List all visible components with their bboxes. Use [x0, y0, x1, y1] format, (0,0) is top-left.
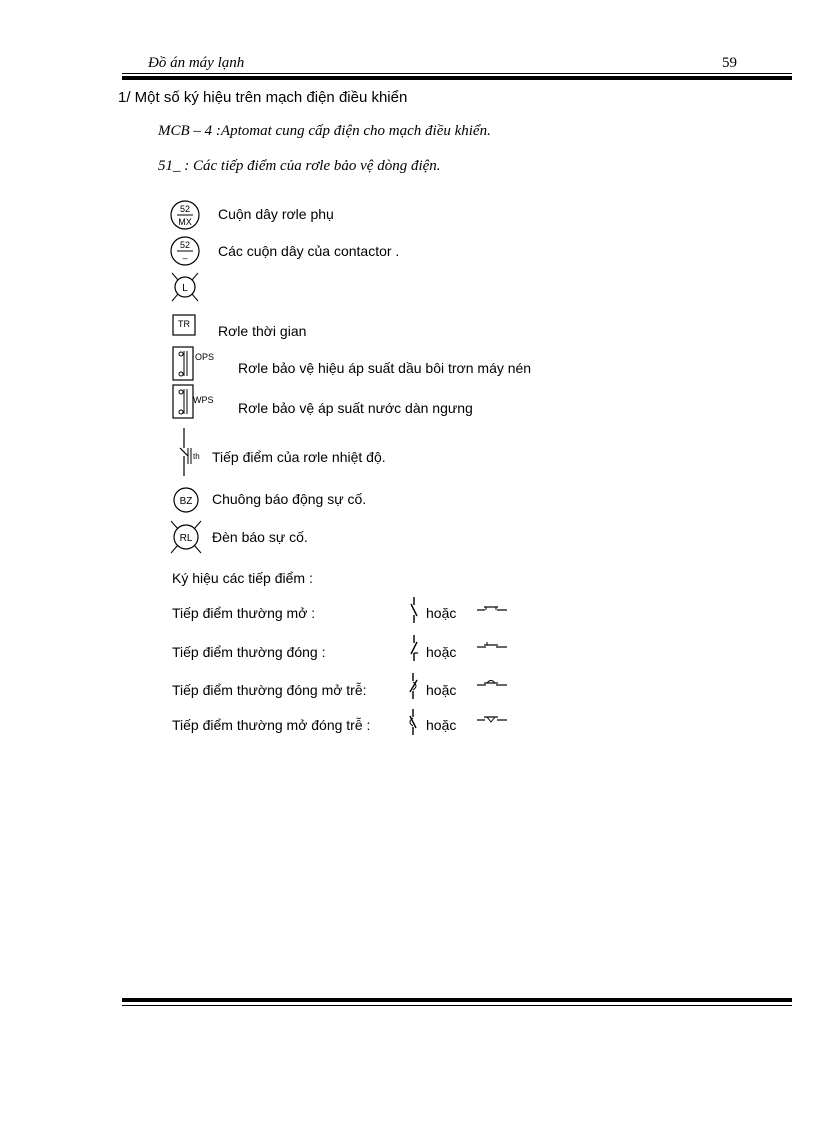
contact-label-no-delay: Tiếp điểm thường mở đóng trễ : [172, 717, 371, 733]
lamp-label: L [182, 283, 188, 294]
symbol-description-relay-coil: Cuộn dây rơle phụ [218, 206, 334, 222]
contact-label-nc: Tiếp điểm thường đóng : [172, 644, 326, 660]
thermal-contact-icon [174, 426, 210, 478]
relay-coil-52mx-icon [168, 198, 202, 232]
footer-rule-thin [122, 1005, 792, 1006]
alarm-lamp-label: RL [179, 533, 193, 544]
normally-open-contact-horizontal-icon [476, 604, 508, 616]
water-pressure-relay-icon [172, 384, 222, 420]
timer-relay-icon [172, 314, 198, 338]
header-title: Đồ án máy lạnh [148, 55, 245, 71]
normally-closed-contact-icon [408, 634, 422, 662]
timer-label: TR [178, 319, 190, 329]
page-number: 59 [722, 55, 737, 71]
no-delayed-close-contact-horizontal-icon [476, 714, 508, 726]
oil-pressure-relay-icon [172, 346, 222, 382]
symbol-description-timer: Rơle thời gian [218, 323, 307, 339]
contactor-coil-icon [168, 234, 202, 268]
ops-label: OPS [195, 352, 215, 362]
definition-mcb: MCB – 4 :Aptomat cung cấp điện cho mạch điều khiển. [158, 123, 491, 139]
contact-label-nc-delay: Tiếp điểm thường đóng mở trễ: [172, 682, 367, 698]
normally-closed-contact-horizontal-icon [476, 641, 508, 653]
coil-top-label: 52 [179, 204, 191, 214]
contactor-top-label: 52 [179, 240, 191, 250]
symbol-description-wps: Rơle bảo vệ áp suất nước dàn ngưng [238, 400, 473, 416]
symbol-description-contactor: Các cuộn dây của contactor . [218, 243, 400, 259]
wps-label: WPS [193, 395, 214, 405]
or-word: hoặc [426, 682, 457, 698]
thermal-label: th [193, 452, 200, 461]
buzzer-label: BZ [179, 496, 193, 507]
contact-label-no: Tiếp điểm thường mở : [172, 605, 316, 621]
normally-open-contact-icon [408, 596, 422, 624]
no-delayed-close-contact-icon [406, 708, 422, 736]
contactor-bottom-label: – [182, 253, 188, 263]
nc-delayed-open-contact-horizontal-icon [476, 679, 508, 691]
section-title: 1/ Một số ký hiệu trên mạch điện điều khiển [118, 89, 408, 106]
coil-bottom-label: MX [178, 217, 192, 227]
buzzer-icon [170, 484, 202, 516]
header-rule-thin [122, 73, 792, 74]
symbol-description-thermal: Tiếp điểm của rơle nhiệt độ. [212, 449, 386, 465]
header-rule-thick [122, 76, 792, 80]
symbol-description-buzzer: Chuông báo động sự cố. [212, 491, 367, 507]
symbol-description-alarm-lamp: Đèn báo sự cố. [212, 529, 308, 545]
or-word: hoặc [426, 605, 457, 621]
or-word: hoặc [426, 717, 457, 733]
symbol-description-ops: Rơle bảo vệ hiệu áp suất dầu bôi trơn máy nén [238, 360, 532, 376]
contacts-heading: Ký hiệu các tiếp điểm : [172, 570, 313, 586]
nc-delayed-open-contact-icon [406, 672, 422, 700]
lamp-l-icon [168, 269, 202, 305]
definition-51: 51_ : Các tiếp điểm của rơle bảo vệ dòng điện. [158, 158, 441, 174]
footer-rule-thick [122, 998, 792, 1002]
or-word: hoặc [426, 644, 457, 660]
alarm-lamp-icon [168, 518, 204, 556]
